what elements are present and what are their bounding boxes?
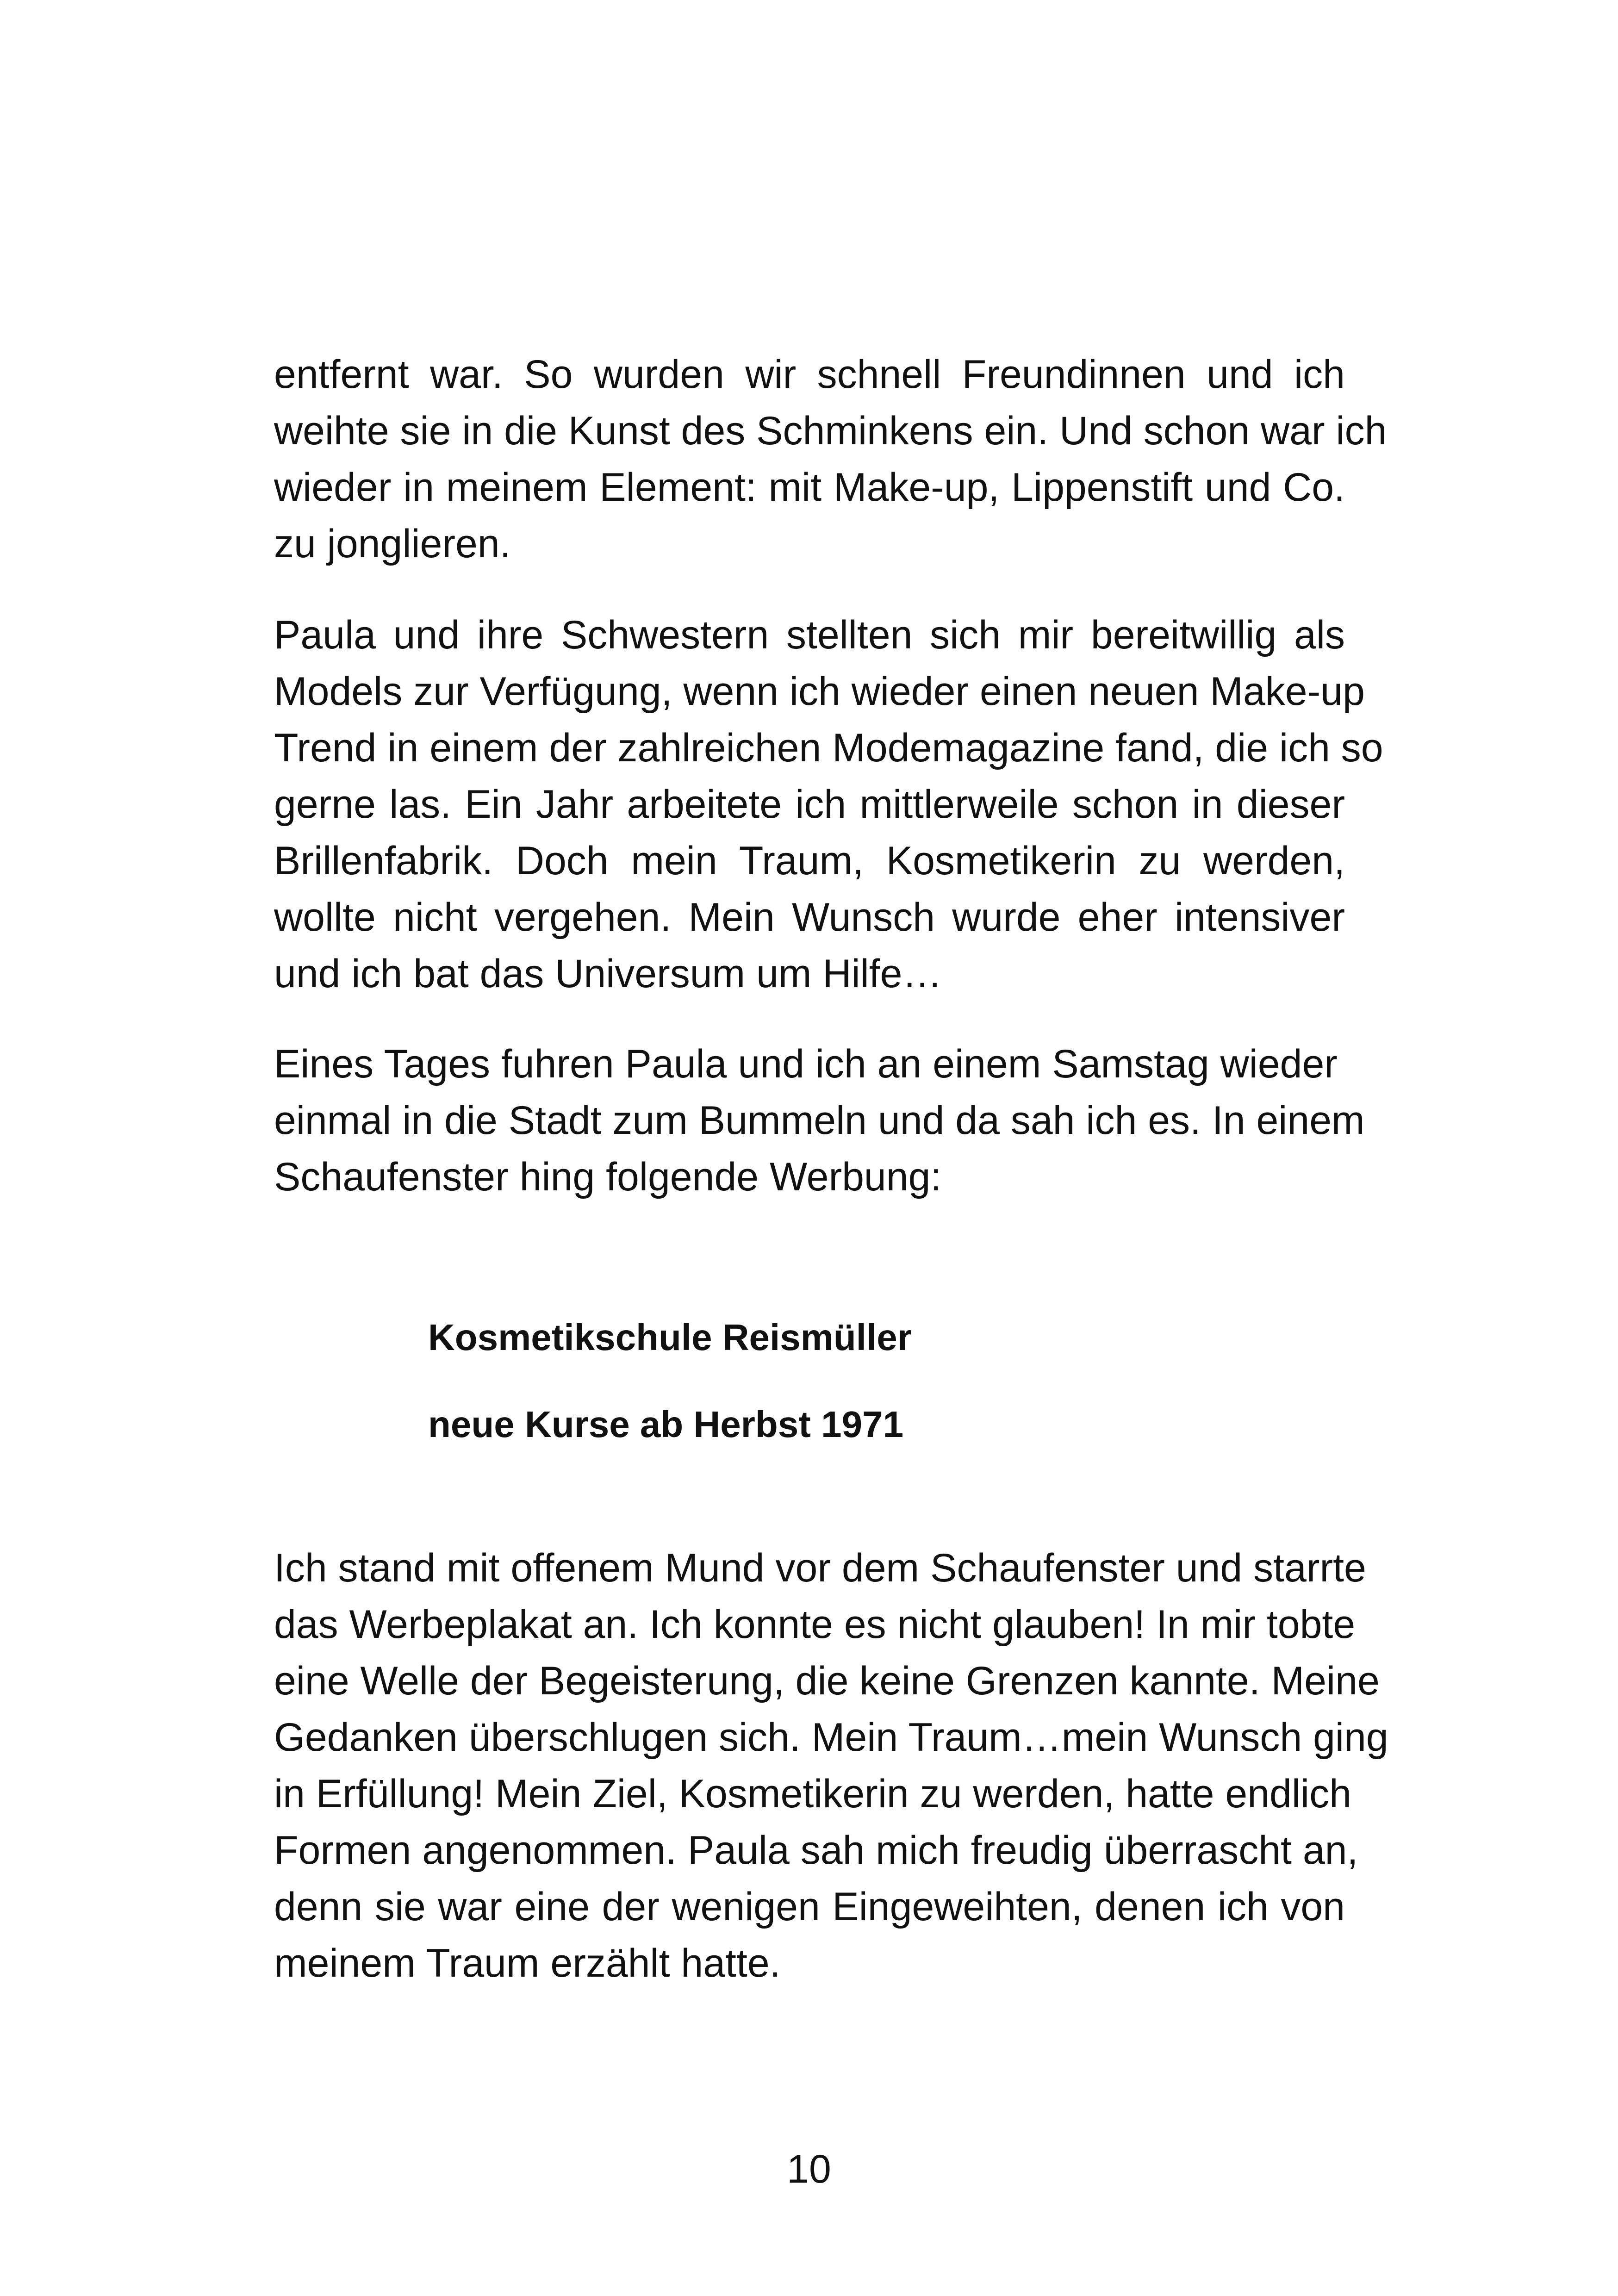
text-line: eine Welle der Begeisterung, die keine Grenzen kannte. Meine: [274, 1659, 1380, 1703]
text-line: einmal in die Stadt zum Bummeln und da sah ich es. In einem: [274, 1098, 1365, 1143]
text-line: und ich bat das Universum um Hilfe…: [274, 952, 942, 996]
text-line: Formen angenommen. Paula sah mich freudig überrascht an,: [274, 1828, 1358, 1873]
text-line: wieder in meinem Element: mit Make-up, Lippenstift und Co.: [274, 465, 1345, 510]
advertisement-title: Kosmetikschule Reismüller: [428, 1317, 912, 1358]
text-line: das Werbeplakat an. Ich konnte es nicht glauben! In mir tobte: [274, 1602, 1356, 1647]
text-line: meinem Traum erzählt hatte.: [274, 1941, 781, 1985]
paragraph-3: [274, 1036, 1365, 1205]
text-line: Trend in einem der zahlreichen Modemagazine fand, die ich so: [274, 726, 1383, 770]
paragraph-1: [274, 346, 1387, 572]
paragraph-2: [274, 607, 1383, 1002]
text-line: wollte nicht vergehen. Mein Wunsch wurde eher intensiver: [274, 895, 1345, 940]
text-line: Models zur Verfügung, wenn ich wieder einen neuen Make-up: [274, 669, 1365, 714]
text-line: Ich stand mit offenem Mund vor dem Schaufenster und starrte: [274, 1546, 1366, 1590]
text-line: Paula und ihre Schwestern stellten sich mir bereitwillig als: [274, 613, 1345, 657]
text-line: Brillenfabrik. Doch mein Traum, Kosmetikerin zu werden,: [274, 839, 1345, 883]
text-line: Eines Tages fuhren Paula und ich an einem Samstag wieder: [274, 1042, 1338, 1086]
text-line: Gedanken überschlugen sich. Mein Traum…mein Wunsch ging: [274, 1715, 1388, 1760]
text-line: zu jonglieren.: [274, 522, 511, 566]
text-line: in Erfüllung! Mein Ziel, Kosmetikerin zu werden, hatte endlich: [274, 1772, 1351, 1816]
page-number: 10: [787, 2147, 831, 2191]
advertisement-subtitle: neue Kurse ab Herbst 1971: [428, 1404, 904, 1445]
text-line: gerne las. Ein Jahr arbeitete ich mittlerweile schon in dieser: [274, 782, 1345, 827]
text-line: denn sie war eine der wenigen Eingeweihten, denen ich von: [274, 1885, 1345, 1929]
text-line: Schaufenster hing folgende Werbung:: [274, 1155, 942, 1199]
paragraph-4: [274, 1540, 1388, 1991]
text-line: weihte sie in die Kunst des Schminkens ein. Und schon war ich: [274, 409, 1387, 453]
text-line: entfernt war. So wurden wir schnell Freundinnen und ich: [274, 352, 1345, 397]
